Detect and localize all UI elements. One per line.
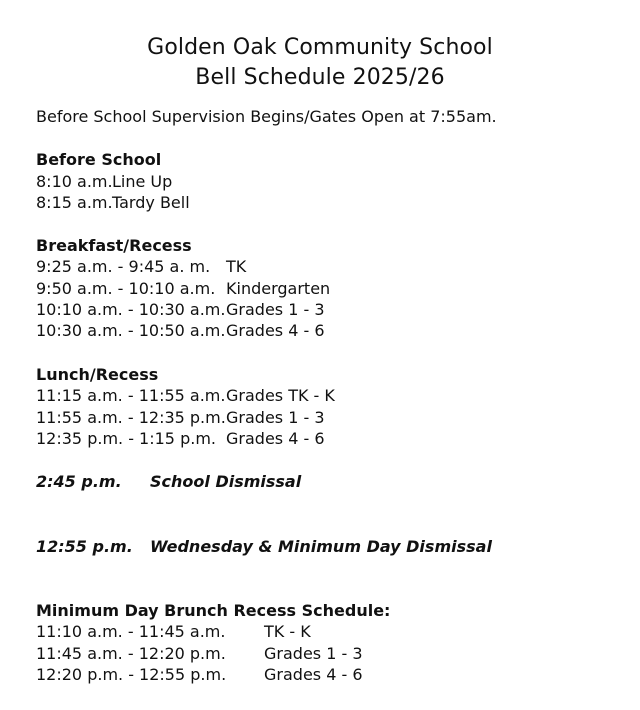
before-school-heading: Before School — [36, 150, 162, 169]
supervision-intro: Before School Supervision Begins/Gates Open at 7:55am. — [36, 107, 497, 126]
row-label: Grades 1 - 3 — [226, 300, 325, 319]
row-time: 8:15 a.m. — [36, 193, 113, 212]
row-label: Tardy Bell — [112, 193, 190, 212]
row-label: Kindergarten — [226, 279, 331, 298]
row-label: Grades 4 - 6 — [226, 429, 325, 448]
row-time: 11:15 a.m. - 11:55 a.m. — [36, 386, 226, 405]
minimum-dismissal-label: Wednesday & Minimum Day Dismissal — [150, 537, 492, 556]
school-name-title: Golden Oak Community School — [147, 35, 493, 60]
minimum-dismissal-time: 12:55 p.m. — [36, 537, 133, 556]
row-time: 10:10 a.m. - 10:30 a.m. — [36, 300, 226, 319]
row-label: Grades 1 - 3 — [264, 644, 363, 663]
row-time: 12:20 p.m. - 12:55 p.m. — [36, 665, 227, 684]
dismissal-label: School Dismissal — [150, 472, 302, 491]
row-time: 10:30 a.m. - 10:50 a.m. — [36, 321, 226, 340]
row-time: 8:10 a.m. — [36, 172, 113, 191]
breakfast-recess-heading: Breakfast/Recess — [36, 236, 192, 255]
row-time: 9:25 a.m. - 9:45 a. m. — [36, 257, 211, 276]
row-time: 11:10 a.m. - 11:45 a.m. — [36, 622, 226, 641]
dismissal-time: 2:45 p.m. — [36, 472, 122, 491]
row-time: 12:35 p.m. - 1:15 p.m. — [36, 429, 216, 448]
row-label: TK - K — [264, 622, 311, 641]
row-time: 11:55 a.m. - 12:35 p.m. — [36, 408, 226, 427]
row-label: Line Up — [112, 172, 173, 191]
row-label: Grades 1 - 3 — [226, 408, 325, 427]
row-time: 11:45 a.m. - 12:20 p.m. — [36, 644, 226, 663]
row-label: Grades 4 - 6 — [226, 321, 325, 340]
schedule-year-title: Bell Schedule 2025/26 — [195, 65, 445, 90]
row-label: TK — [226, 257, 247, 276]
lunch-recess-heading: Lunch/Recess — [36, 365, 159, 384]
minimum-day-brunch-heading: Minimum Day Brunch Recess Schedule: — [36, 601, 391, 620]
row-time: 9:50 a.m. - 10:10 a.m. — [36, 279, 216, 298]
row-label: Grades TK - K — [226, 386, 335, 405]
row-label: Grades 4 - 6 — [264, 665, 363, 684]
